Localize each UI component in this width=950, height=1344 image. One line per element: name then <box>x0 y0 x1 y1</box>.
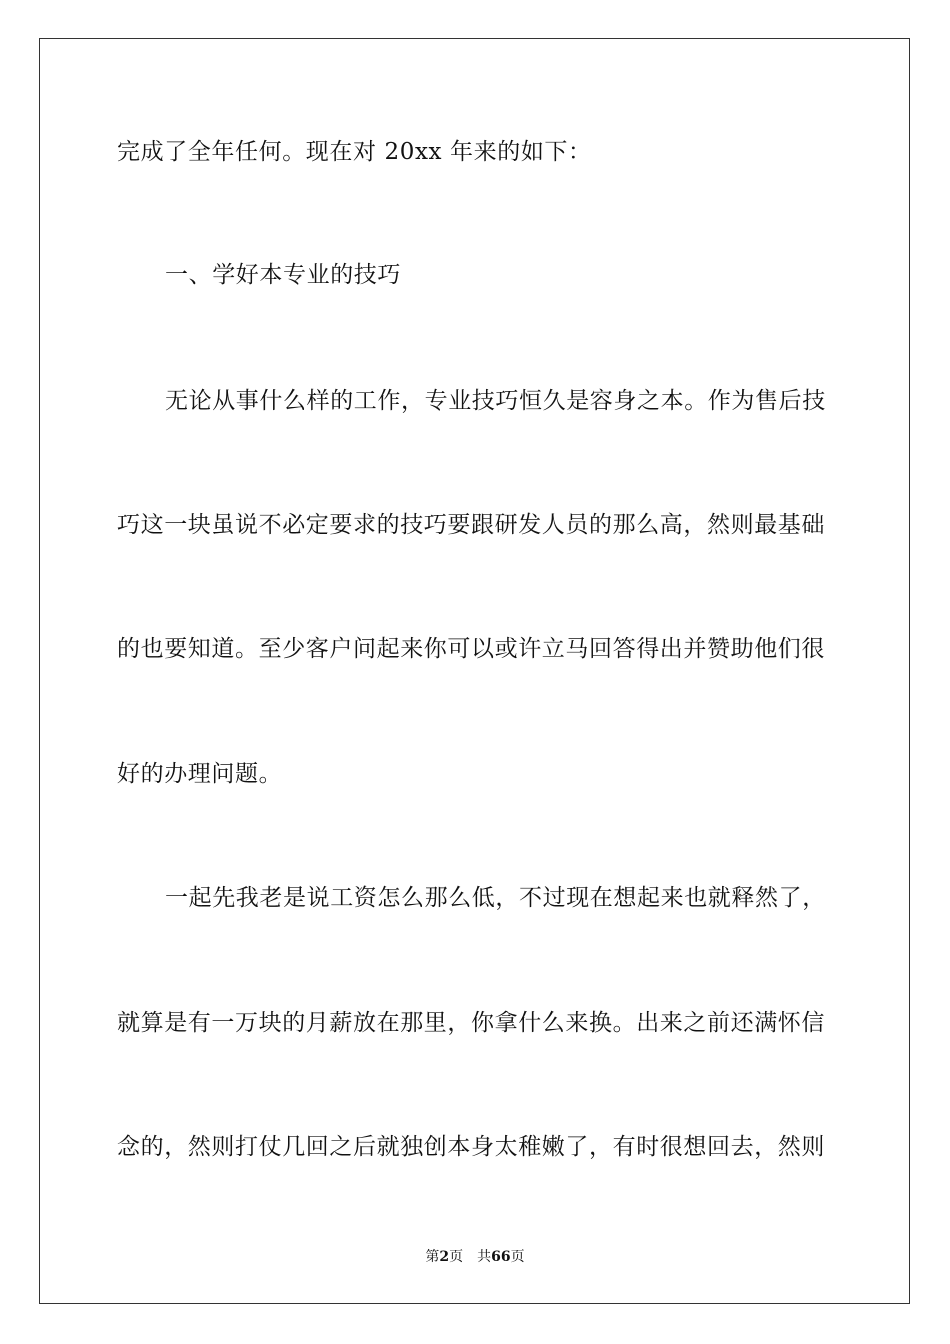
total-prefix: 共 <box>477 1249 492 1265</box>
page-prefix: 第 <box>425 1249 440 1265</box>
text-line: 巧这一块虽说不必定要求的技巧要跟研发人员的那么高，然则最基础 <box>117 512 825 538</box>
page-border <box>39 38 910 1304</box>
page-suffix: 页 <box>449 1249 464 1265</box>
text-line: 完成了全年任何。现在对 20xx 年来的如下： <box>117 139 592 165</box>
total-pages: 66 <box>491 1249 511 1265</box>
text-line: 就算是有一万块的月薪放在那里，你拿什么来换。出来之前还满怀信 <box>117 1010 825 1036</box>
text-line: 念的，然则打仗几回之后就独创本身太稚嫩了，有时很想回去，然则 <box>117 1134 825 1160</box>
section-heading: 一、学好本专业的技巧 <box>165 262 401 288</box>
total-suffix: 页 <box>510 1249 525 1265</box>
text-line: 无论从事什么样的工作，专业技巧恒久是容身之本。作为售后技 <box>165 388 826 414</box>
text-line: 一起先我老是说工资怎么那么低，不过现在想起来也就释然了， <box>165 885 826 911</box>
text-line: 好的办理问题。 <box>117 761 283 787</box>
text-line: 的也要知道。至少客户问起来你可以或许立马回答得出并赞助他们很 <box>117 636 825 662</box>
page-footer <box>0 1248 950 1266</box>
page-number: 2 <box>439 1249 450 1265</box>
